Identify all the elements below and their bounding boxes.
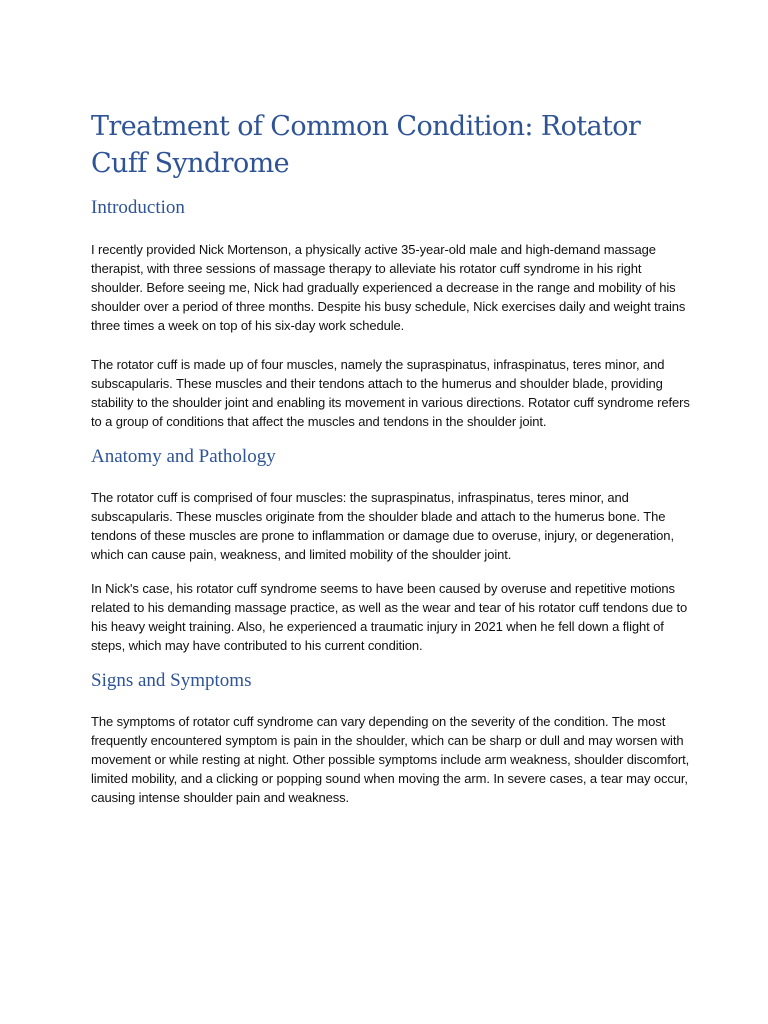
- document-title: Treatment of Common Condition: Rotator Cuff Syndrome: [91, 111, 641, 179]
- section-heading-signs-and-symptoms: Signs and Symptoms: [91, 670, 252, 691]
- paragraph: The rotator cuff is made up of four muscles, namely the supraspinatus, infraspinatus, teres minor, and subscapularis. These muscles and their tendons attach to the humerus and shoulder blade, providing stability to the shoulder joint and enabling its movement in various directions. Rotator cuff syndrome refers to a group of conditions that affect the muscles and tendons in the shoulder joint.: [91, 357, 690, 429]
- paragraph: I recently provided Nick Mortenson, a physically active 35-year-old male and high-demand massage therapist, with three sessions of massage therapy to alleviate his rotator cuff syndrome in his right shoulder. Before seeing me, Nick had gradually experienced a decrease in the range and mobility of his shoulder over a period of three months. Despite his busy schedule, Nick exercises daily and weight trains three times a week on top of his six-day work schedule.: [91, 242, 686, 333]
- paragraph: The rotator cuff is comprised of four muscles: the supraspinatus, infraspinatus, teres minor, and subscapularis. These muscles originate from the shoulder blade and attach to the humerus bone. The tendons of these muscles are prone to inflammation or damage due to overuse, injury, or degeneration, which can cause pain, weakness, and limited mobility of the shoulder joint.: [91, 490, 674, 562]
- paragraph: The symptoms of rotator cuff syndrome can vary depending on the severity of the condition. The most frequently encountered symptom is pain in the shoulder, which can be sharp or dull and may worsen with movement or while resting at night. Other possible symptoms include arm weakness, shoulder discomfort, limited mobility, and a clicking or popping sound when moving the arm. In severe cases, a tear may occur, causing intense shoulder pain and weakness.: [91, 714, 690, 805]
- section-heading-anatomy-and-pathology: Anatomy and Pathology: [91, 446, 276, 467]
- document-body: [91, 108, 691, 807]
- paragraph: In Nick's case, his rotator cuff syndrome seems to have been caused by overuse and repetitive motions related to his demanding massage practice, as well as the wear and tear of his rotator cuff tendons due to his heavy weight training. Also, he experienced a traumatic injury in 2021 when he fell down a flight of steps, which may have contributed to his current condition.: [91, 581, 688, 653]
- section-heading-introduction: Introduction: [91, 197, 185, 218]
